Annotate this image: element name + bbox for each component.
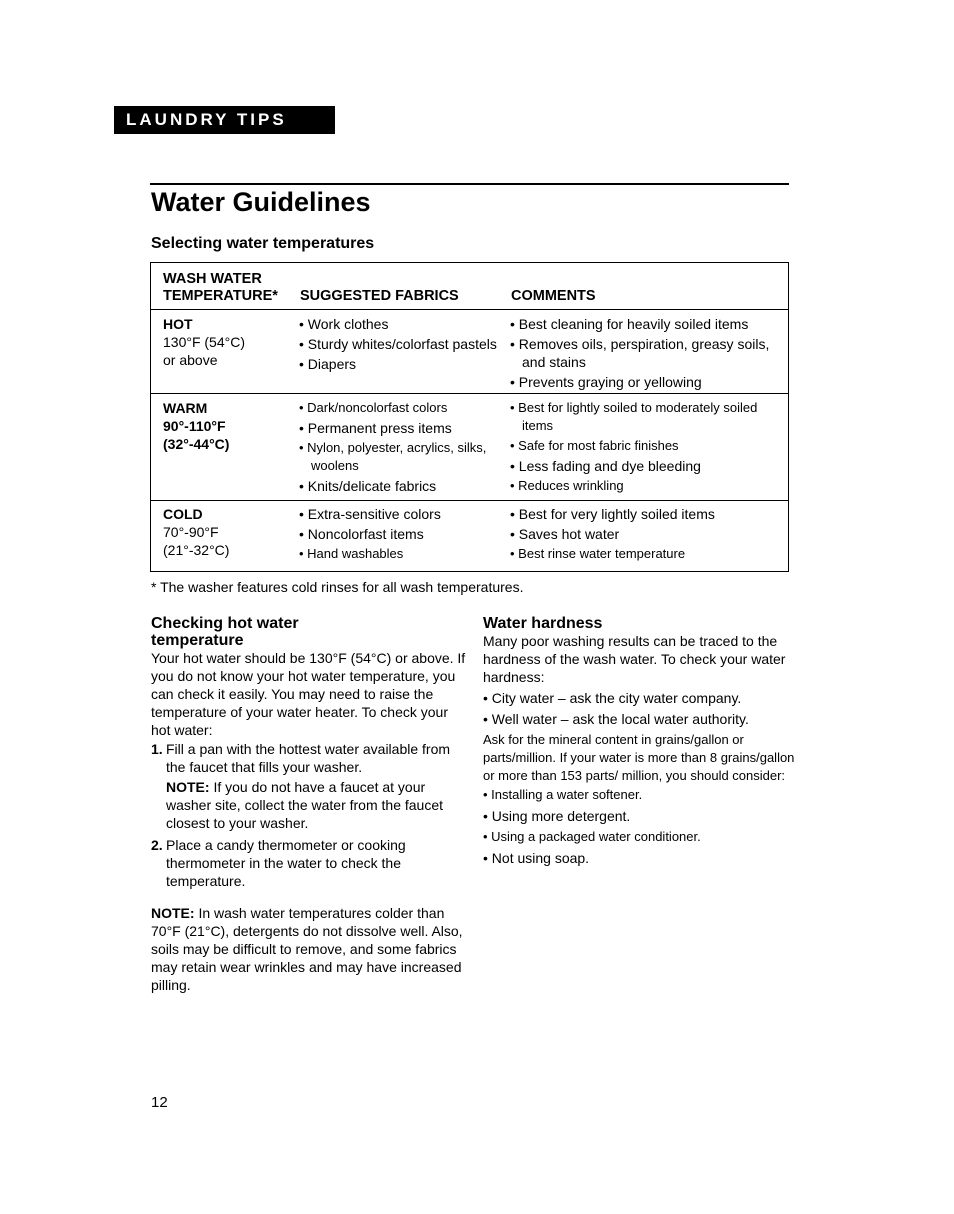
comments-cell <box>510 315 780 393</box>
temp-range-f: 70°-90°F <box>163 524 219 540</box>
step-text: Place a candy thermometer or cooking thermometer in the water to check the temperature. <box>166 837 406 889</box>
comment-item: • Best for lightly soiled to moderately soiled items <box>510 400 758 433</box>
fabrics-cell <box>299 315 499 375</box>
fabric-item: • Diapers <box>299 356 357 372</box>
list-item: • Using more detergent. <box>483 808 631 824</box>
fabrics-cell <box>299 399 499 497</box>
list-item: • Using a packaged water conditioner. <box>483 829 701 844</box>
temp-cell <box>163 315 245 369</box>
list-item <box>151 836 471 890</box>
hardness-advice: Ask for the mineral content in grains/gallon or parts/million. If your water is more than 8 grains/gallon or more than 153 parts/ million, you should consider: <box>483 732 795 783</box>
table-header <box>151 263 788 310</box>
water-temperature-table <box>150 262 789 572</box>
note-label: NOTE: <box>151 905 195 921</box>
list-item <box>151 740 471 832</box>
header-comments: COMMENTS <box>511 288 596 304</box>
step-number: 1. <box>151 741 163 757</box>
header-wash-water <box>163 271 278 305</box>
section-banner: LAUNDRY TIPS <box>114 106 335 134</box>
temp-cell <box>163 399 229 453</box>
list-item: • City water – ask the city water company. <box>483 690 742 706</box>
step-text: Fill a pan with the hottest water available from the faucet that fills your washer. <box>166 741 451 775</box>
page-number: 12 <box>151 1094 168 1111</box>
comment-item: • Safe for most fabric finishes <box>510 438 679 453</box>
list-item: • Installing a water softener. <box>483 787 643 802</box>
table-footnote: * The washer features cold rinses for all wash temperatures. <box>151 579 524 595</box>
checking-heading <box>151 615 471 649</box>
temp-label: HOT <box>163 316 193 332</box>
hardness-intro: Many poor washing results can be traced to the hardness of the wash water. To check your water hardness: <box>483 633 786 685</box>
fabric-item: • Knits/delicate fabrics <box>299 478 437 494</box>
fabric-item: • Noncolorfast items <box>299 526 424 542</box>
fabric-item: • Nylon, polyester, acrylics, silks, woolens <box>299 440 487 473</box>
comment-item: • Best for very lightly soiled items <box>510 506 715 522</box>
checking-intro: Your hot water should be 130°F (54°C) or above. If you do not know your hot water temperature, you can check it easily. You may need to raise the temperature of your water heater. To check your hot water: <box>151 650 466 738</box>
note-text: In wash water temperatures colder than 70°F (21°C), detergents do not dissolve well. Also, soils may be difficult to remove, and some fabrics may retain wear wrinkles and may have increased pilling. <box>151 905 463 993</box>
comments-cell <box>510 505 780 565</box>
temp-label: COLD <box>163 506 203 522</box>
checking-steps <box>151 740 471 890</box>
list-item: • Not using soap. <box>483 850 590 866</box>
hardness-section <box>483 615 803 870</box>
page-title: Water Guidelines <box>151 187 371 217</box>
note-label: NOTE: <box>166 779 210 795</box>
header-wash-water-line1: WASH WATER <box>163 271 262 287</box>
comments-cell <box>510 399 780 497</box>
temp-range-c: or above <box>163 352 218 368</box>
fabric-item: • Permanent press items <box>299 420 452 436</box>
comment-item: • Less fading and dye bleeding <box>510 458 701 474</box>
temp-range-f: 130°F (54°C) <box>163 334 246 350</box>
list-item: • Well water – ask the local water authority. <box>483 711 749 727</box>
step-note <box>166 778 471 832</box>
fabric-item: • Dark/noncolorfast colors <box>299 400 448 415</box>
comment-item: • Saves hot water <box>510 526 620 542</box>
hardness-heading: Water hardness <box>483 615 603 632</box>
title-rule <box>150 183 789 185</box>
fabric-item: • Work clothes <box>299 316 389 332</box>
table-row-cold <box>151 501 788 571</box>
comment-item: • Prevents graying or yellowing <box>510 374 702 390</box>
selecting-heading: Selecting water temperatures <box>151 235 375 252</box>
fabrics-cell <box>299 505 499 565</box>
fabric-item: • Sturdy whites/colorfast pastels <box>299 336 497 352</box>
step-number: 2. <box>151 837 163 853</box>
temp-range-f: 90°-110°F <box>163 418 226 434</box>
header-wash-water-line2: TEMPERATURE* <box>163 288 278 304</box>
temp-cell <box>163 505 229 559</box>
temp-range-c: (21°-32°C) <box>163 542 230 558</box>
header-fabrics: SUGGESTED FABRICS <box>300 288 459 304</box>
checking-heading-line1: Checking hot water <box>151 615 299 632</box>
checking-section <box>151 615 471 994</box>
checking-heading-line2: temperature <box>151 632 244 649</box>
table-row-warm <box>151 394 788 501</box>
checking-note <box>151 904 471 994</box>
fabric-item: • Hand washables <box>299 546 404 561</box>
temp-range-c: (32°-44°C) <box>163 436 230 452</box>
comment-item: • Best rinse water temperature <box>510 546 686 561</box>
note-text: If you do not have a faucet at your washer site, collect the water from the faucet closest to your washer. <box>166 779 444 831</box>
fabric-item: • Extra-sensitive colors <box>299 506 441 522</box>
temp-label: WARM <box>163 400 208 416</box>
table-row-hot <box>151 309 788 394</box>
comment-item: • Removes oils, perspiration, greasy soils, and stains <box>510 336 770 370</box>
comment-item: • Reduces wrinkling <box>510 478 624 493</box>
comment-item: • Best cleaning for heavily soiled items <box>510 316 749 332</box>
